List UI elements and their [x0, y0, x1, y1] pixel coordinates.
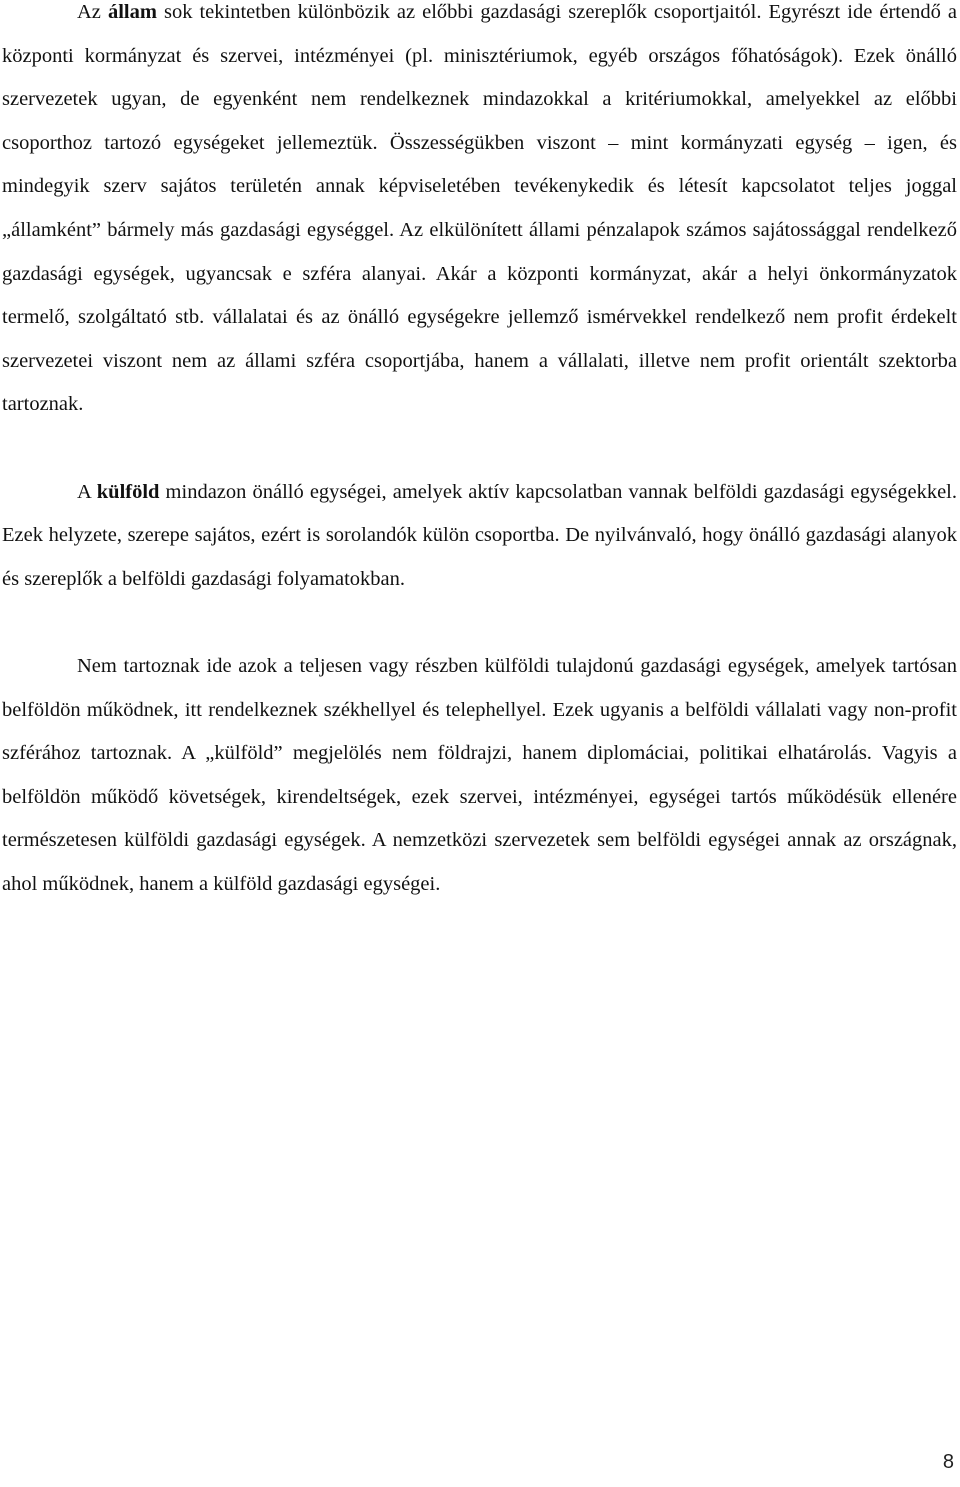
- paragraph-kulfold: [2, 471, 957, 602]
- bold-term-allam: állam: [107, 1, 157, 23]
- text-segment: sok tekintetben különbözik az előbbi gazdasági szereplők csoportjaitól. Egyrészt ide értendő a központi kormányzat és szervei, intézményei (pl. minisztériumok, egyéb országos főhatóságok). Ezek önálló szervezetek ugyan, de egyenként nem rendelkeznek mindazokkal a kritériumokkal, amelyekkel az előbbi csoporthoz tartozó egységeket jellemeztük. Összességükben viszont – mint kormányzati egység – igen, és mindegyik szerv sajátos területén annak képviseletében tevékenykedik és létesít kapcsolatot teljes joggal „államként” bármely más gazdasági egységgel. Az elkülönített állami pénzalapok számos sajátossággal rendelkező gazdasági egységek, ugyancsak e szféra alanyai. Akár a központi kormányzat, akár a helyi önkormányzatok termelő, szolgáltató stb. vállalatai és az önálló egységekre jellemző ismérvekkel rendelkező nem profit érdekelt szervezetei viszont nem az állami szféra csoportjába, hanem a vállalati, illetve nem profit orientált szektorba tartoznak.: [2, 1, 957, 416]
- text-segment: mindazon önálló egységei, amelyek aktív kapcsolatban vannak belföldi gazdasági egységekkel. Ezek helyzete, szerepe sajátos, ezért is sorolandók külön csoportba. De nyilvánvaló, hogy önálló gazdasági alanyok és szereplők a belföldi gazdasági folyamatokban.: [2, 480, 957, 590]
- page-number: 8: [942, 1451, 954, 1473]
- text-segment: Az: [77, 1, 108, 23]
- paragraph-allam: [2, 0, 957, 427]
- text-segment: A: [77, 480, 97, 503]
- text-segment: Nem tartoznak ide azok a teljesen vagy részben külföldi tulajdonú gazdasági egységek, amelyek tartósan belföldön működnek, itt rendelkeznek székhellyel és telephellyel. Ezek ugyanis a belföldi vállalati vagy non-profit szférához tartoznak. A „külföld” megjelölés nem földrajzi, hanem diplomáciai, politikai elhatárolás. Vagyis a belföldön működő követségek, kirendeltségek, ezek szervei, intézményei, egységei tartós működésük ellenére természetesen külföldi gazdasági egységek. A nemzetközi szervezetek sem belföldi egységei annak az országnak, ahol működnek, hanem a külföld gazdasági egységei.: [2, 654, 957, 895]
- document-page: [2, 0, 957, 906]
- bold-term-kulfold: külföld: [96, 480, 160, 503]
- paragraph-nem-tartoznak: [2, 645, 957, 907]
